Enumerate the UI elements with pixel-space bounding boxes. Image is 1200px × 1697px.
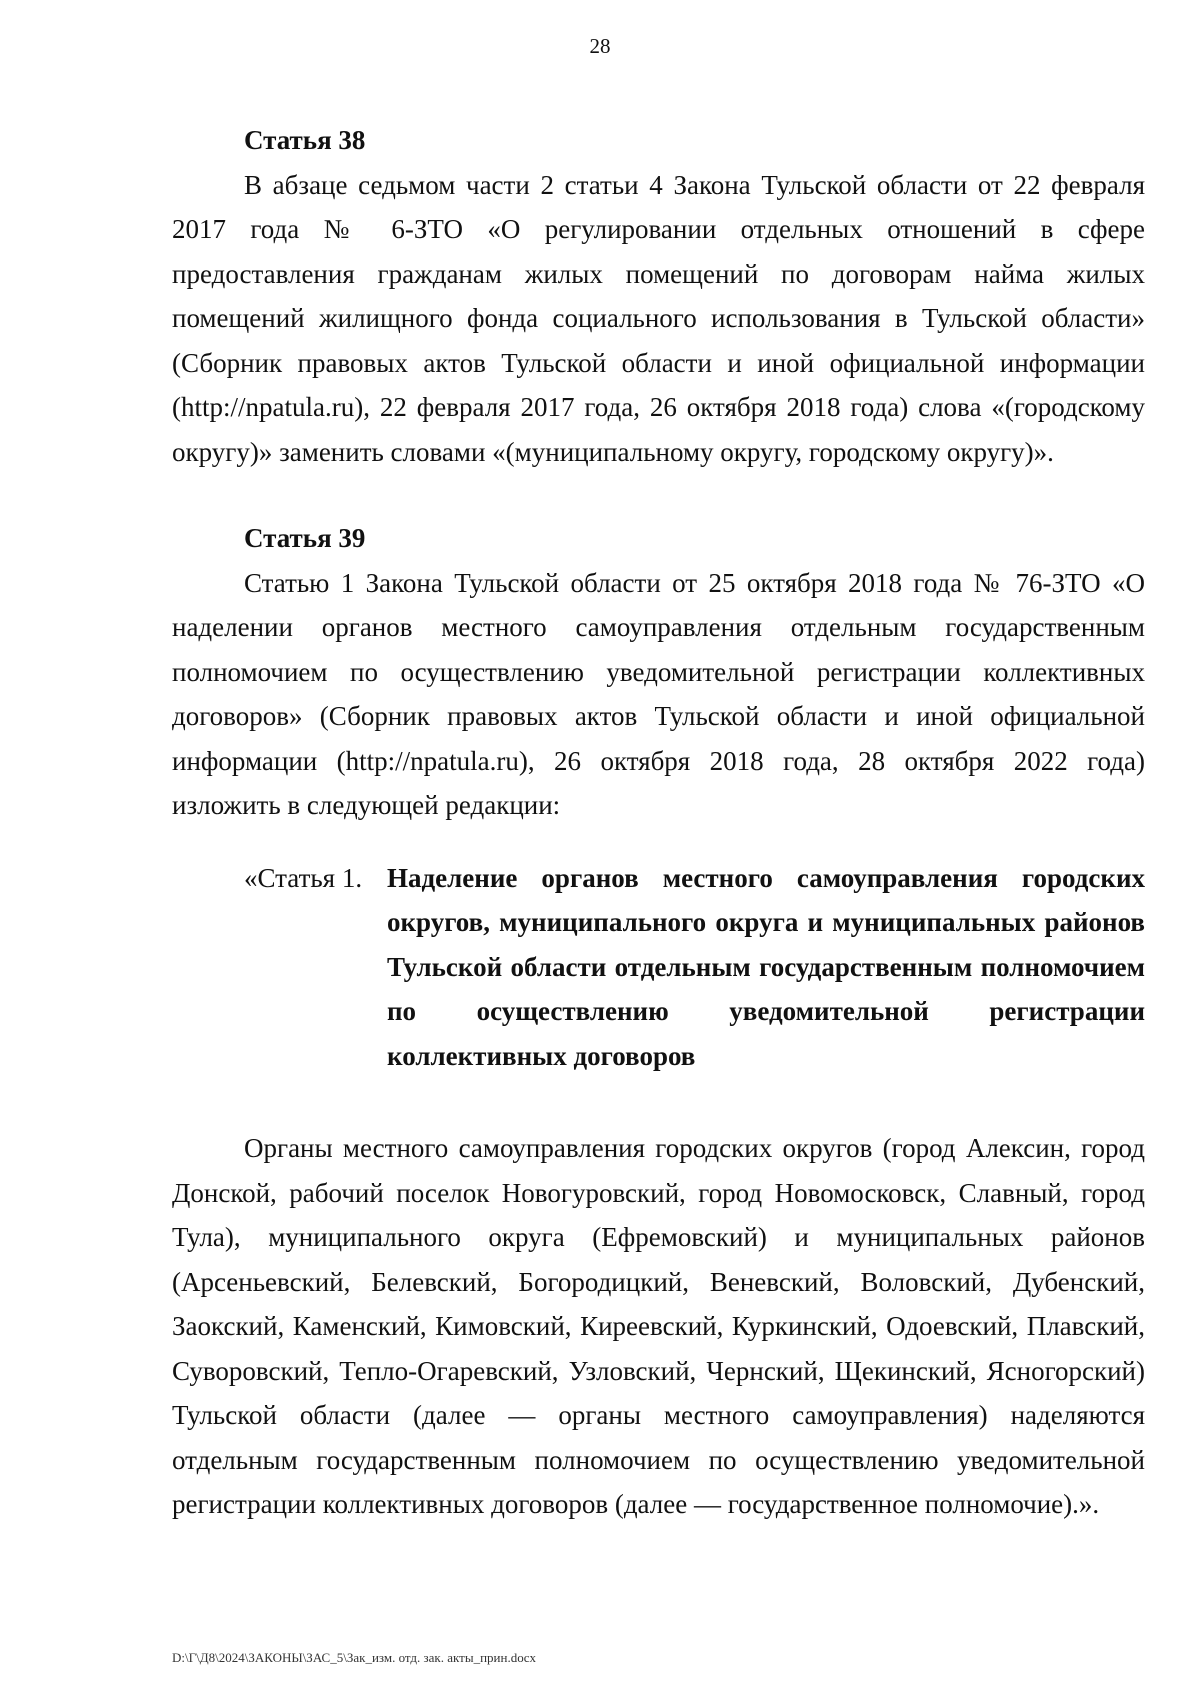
quoted-article-body: Органы местного самоуправления городских округов (город Алексин, город Донской, рабочий поселок Новогуровский, город Новомосковск, Славный, город Тула), муниципального округа (Ефремовский) и муниципальных районов (Арсеньевский, Белевский, Богородицкий, Веневский, Воловский, Дубенский, Заокский, Каменский, Кимовский, Киреевский, Куркинский, Одоевский, Плавский, Суворовский, Тепло-Огаревский, Узловский, Чернский, Щекинский, Ясногорский) Тульской области (далее — органы местного самоуправления) наделяются отдельным государственным полномочием по осуществлению уведомительной регистрации коллективных договоров (далее — государственное полномочие).». xyxy=(172,1133,1145,1519)
article-38 xyxy=(172,118,1145,474)
spacer xyxy=(172,828,1145,856)
spacer xyxy=(172,474,1145,516)
article-39-heading: Статья 39 xyxy=(244,523,366,553)
spacer xyxy=(172,1078,1145,1126)
article-39 xyxy=(172,516,1145,1527)
page-number: 28 xyxy=(589,34,611,58)
article-39-text: Статью 1 Закона Тульской области от 25 октября 2018 года № 76-ЗТО «О наделении органов местного самоуправления отдельным государственным полномочием по осуществлению уведомительной регистрации коллективных договоров» (Сборник правовых актов Тульской области и иной официальной информации (http://npatula.ru), 26 октября 2018 года, 28 октября 2022 года) изложить в следующей редакции: xyxy=(172,567,1145,820)
article-38-heading: Статья 38 xyxy=(244,125,366,155)
article-38-text: В абзаце седьмом части 2 статьи 4 Закона Тульской области от 22 февраля 2017 года № 6-ЗТО «О регулировании отдельных отношений в сфере предоставления гражданам жилых помещений по договорам найма жилых помещений жилищного фонда социального использования в Тульской области» (Сборник правовых актов Тульской области и иной официальной информации (http://npatula.ru), 22 февраля 2017 года, 26 октября 2018 года) слова «(городскому округу)» заменить словами «(муниципальному округу, городскому округу)». xyxy=(172,169,1145,467)
quoted-article-title: Наделение органов местного самоуправления городских округов, муниципального округа и муниципальных районов Тульской области отдельным государственным полномочием по осуществлению уведомительной регистрации коллективных договоров xyxy=(387,862,1145,1071)
quoted-article-heading xyxy=(172,856,1145,1079)
file-path-footer: D:\Г\Д8\2024\ЗАКОНЫ\ЗАС_5\Зак_изм. отд. зак. акты_прин.docx xyxy=(172,1650,536,1665)
quoted-article-number: «Статья 1. xyxy=(244,862,363,893)
document-body xyxy=(172,118,1145,1527)
